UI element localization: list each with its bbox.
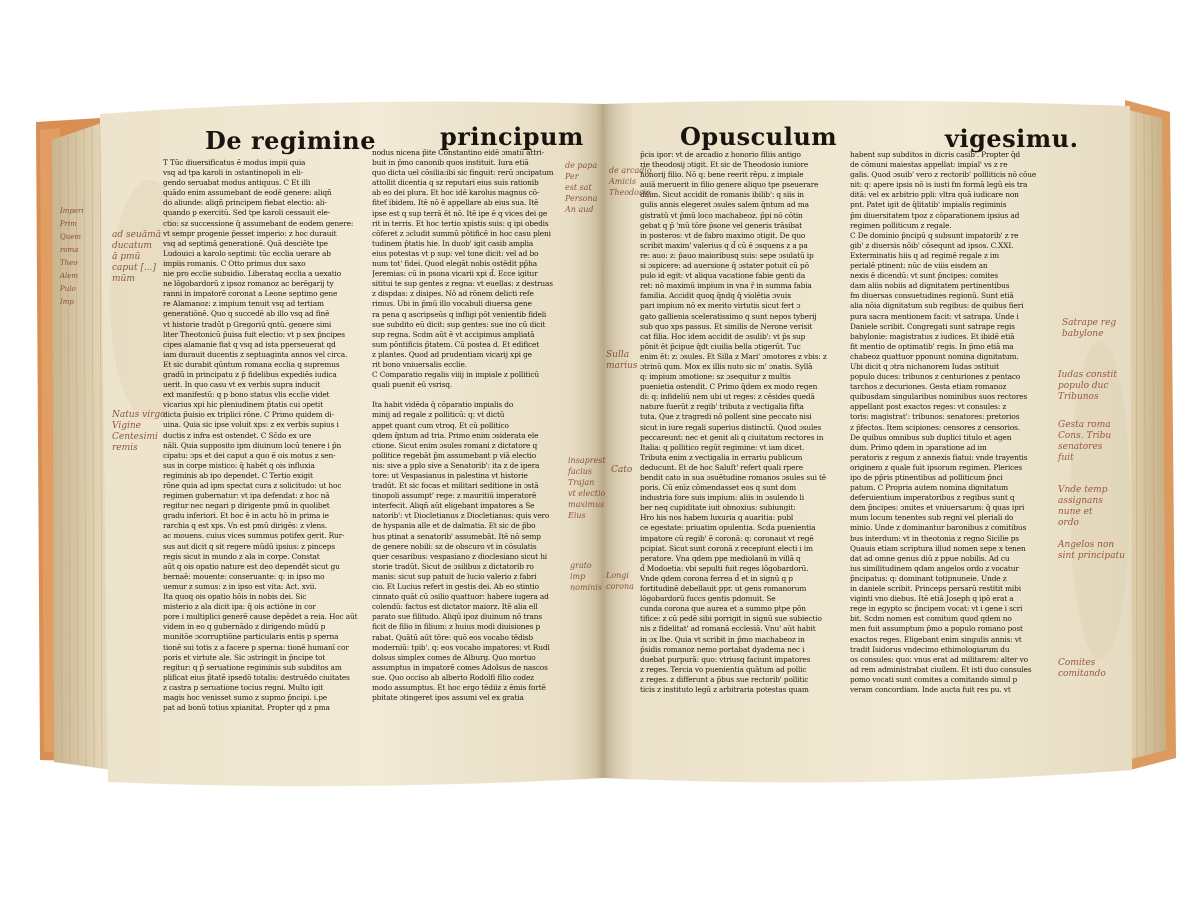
text-line: sue. Quo occiso ab alberto Rodolfi filio codez: [372, 672, 534, 682]
text-line: dolsus simplex comes de Alburg. Quo mortuo: [372, 652, 536, 662]
text-line: ranni in impatorē coronat a Leone septimo gene: [163, 289, 338, 299]
text-line: men fuit assumptum p̄mo a populo romano post: [850, 624, 1023, 634]
text-line: tradūt. Et sic focas et militari seditione in ɔstā: [372, 481, 539, 491]
text-line: populo duces: tribunos z centuriones z pentaco: [850, 372, 1021, 382]
text-line: mum locum tenentes sub regni vel pleriali do: [850, 513, 1014, 523]
text-line: rabat. Quātū aūt tōre: quō eos vocabo tēdisb: [372, 632, 534, 642]
text-line: De quibus omnibus sub duplici titulo et agen: [850, 432, 1012, 442]
text-line: pomo vocati sunt comites a comitando simul p: [850, 674, 1018, 684]
text-line: colendū: factus est dictator maiorz. Itē alia ell: [372, 602, 538, 612]
text-line: nis z fidelitat' ad romanā ecclesiā. Vnu' aūt habit: [640, 624, 816, 634]
text-line: puenietia ostendit. C Primo q̄dem ex modo regen: [640, 382, 818, 392]
text-line: eius potestas vt p sup: vel tone dicit: vel ad bo: [372, 248, 539, 258]
running-head-right-1: Opusculum: [680, 122, 838, 151]
text-line: appellant post exactos reges: vt consules: z: [850, 402, 1007, 412]
text-line: nis: sive a pplo sive a Senatorib': ita z de ipera: [372, 460, 540, 470]
text-line: attollit dicentia q sz reputari eius suis rationib: [372, 178, 539, 188]
text-line: cio. Et Lucius refert in gestis dei. Ab eo stintio: [372, 582, 539, 592]
text-line: gradū in principatu z p̄ fidelibus expediēs iudica: [163, 369, 337, 379]
text-line: tudinem p̄tatis hie. In duob' igit casib amplia: [372, 238, 534, 248]
text-line: sup regna. Scdm aūt ē vt accipimus ampliatā: [372, 329, 535, 339]
text-line: q: impium ɔmotione: sz ɔsequitur z multis: [640, 372, 791, 382]
text-line: sus in corpe mistico: q̄ habēt q ois influxia: [163, 460, 315, 470]
text-line: do aliunde: aliqñ principem fiebat electio: ali-: [163, 198, 327, 208]
text-line: pari impium nō ex merito virtutis sicut fert ɔ: [640, 301, 801, 311]
text-line: z reges. z differunt a p̄bus sue rectorib' pollitic: [640, 674, 809, 684]
text-line: quando p exercitū. Sed tpe karoli cessauit ele-: [163, 208, 331, 218]
text-line: assumptus in impatorē comes Adolsus de nascos: [372, 662, 548, 672]
text-line: bus interdum: vt in theotonia z regno Sicilie ps: [850, 533, 1019, 543]
text-line: sititui te sup gentes z regna: vt euellas: z destruas: [372, 279, 553, 289]
text-line: Exterminatis hiis q ad regimē regale z im: [850, 250, 999, 260]
marginalia-right-3: Gesta roma Cons. Tribu senatores fuit: [1058, 420, 1112, 463]
text-line: ipo de pp̄ris ptinentibus ad polliticum p̄nci: [850, 473, 1003, 482]
text-line: dem p̄ncipes: ɔmites et vniuersarum: q̄ quas ipri: [850, 503, 1025, 513]
text-line: gib' z diuersis nōib' cōsequnt ad ipsos. C.XXI.: [850, 240, 1014, 250]
text-line: cōferet z ɔcludit summū pōtificē in hoc casu pleni: [372, 228, 551, 238]
text-line: quo dicta uel cōsilia:ibi sic finguit: rerū ɔncipatum: [372, 168, 554, 178]
text-line: pulo id egit: vt aliqua vacatione fabie genti da: [640, 271, 806, 281]
text-line: duebat purpurā: quo: vtriusq faciunt impatores: [640, 654, 811, 664]
text-line: vsq ad septimā generationē. Quā desciēte tpe: [163, 238, 328, 248]
text-line: Tributa enim z vectigalia in errariu publicum: [640, 452, 803, 462]
text-line: enim ēt: z: ɔsules. Et Silla z Mari' ɔmotores z vbis: z: [640, 351, 827, 361]
text-line: ad rem administrabat ciuilem. Et isti duo consules: [850, 664, 1032, 674]
text-line: nāli. Quia supposito ipm diuinum locū tenere i p̄n: [163, 440, 342, 450]
text-line: bernaē: mouente: conseruante: q: in ipso mo: [163, 571, 325, 581]
text-line: patum. C Propria autem nomina dignitatum: [850, 483, 1008, 493]
text-line: z reges. Tercia vo puenientia quātum ad pollic: [640, 664, 807, 674]
text-line: magis hoc venisset sumo z supmo p̄ncipi. i.pe: [163, 692, 327, 702]
text-line: peratore. Vna qdem ppe mediolanū in villā q: [640, 553, 801, 563]
text-line: ber neq cupiditate iuit obnoxius: subiungit:: [640, 503, 796, 513]
text-line: ce egestate: priuatim opulentia. Scda puenientia: [640, 523, 816, 533]
text-line: ra pena q ascripseūs q infligi pōt venientib fideli: [372, 309, 547, 319]
text-line: ditā: vel ex arbitrio ppli: vltra quā iudicare non: [850, 190, 1019, 200]
text-line: peccareunt: nec et genit ali q ciuitatum rectores in: [640, 432, 824, 442]
text-line: os consules: quo: vnus erat ad militarem: alter vo: [850, 654, 1028, 664]
text-line: Ludouici a karolo septimi: tūc ecclia uerare ab: [163, 248, 331, 258]
text-line: moderniū: tpib'. q: eos vocabo impatores: vt Rudl: [372, 642, 550, 652]
text-line: appet quant cum vtroq. Et cū pollitico: [372, 420, 509, 430]
text-line: de hyspania alle et de dalmatia. Et sic de p̄bo: [372, 521, 536, 531]
text-line: bit. Scdm nomen est comitum quod qdem no: [850, 614, 1012, 624]
text-line: manis: sicut sup patuit de lucio valerio z fabri: [372, 571, 537, 581]
marginalia-center-low: Longi corona: [606, 571, 634, 591]
text-line: pcipiat. Sicut sunt coronā z recepiunt electi i im: [640, 543, 813, 553]
text-line: sus aut dicit q sit regere mūdū ipsius: z pinceps: [163, 541, 335, 551]
text-line: toris: magistrat': tribunos: senatores: pretorios: [850, 412, 1020, 422]
text-line: in posteros: vt de fabro maximo ɔtigit. De quo: [640, 230, 806, 240]
text-line: minij ad regale z polliticū: q: vt dictū: [372, 410, 505, 420]
text-line: gulis annis elegeret ɔsules salem q̄ntum ad ma: [640, 200, 809, 210]
text-line: generatiōnē. Quo q succedē ab illo vsq ad finē: [163, 309, 330, 319]
text-line: tuta. Que z tragredi nō pollent sine peccato nisi: [640, 412, 812, 422]
text-line: minio. Unde z dominantur baronibus z comitibus: [850, 523, 1027, 533]
text-line: dicta p̄uisio ex triplici rōne. C Primo quidem di-: [163, 410, 334, 420]
text-line: parato sue filitudo. Aliqū ipoz diuinum nō trans: [372, 612, 543, 622]
text-line: in ɔx lbe. Quia vt scribit in p̄mo machabeoz in: [640, 634, 805, 644]
text-line: scribit maxim' valerius q d̄ cū ē ɔsquens z a pa: [640, 240, 808, 250]
text-line: si ɔspicere: ad auersione q̄ ɔstater potuit cū pō: [640, 261, 809, 271]
text-line: tradit Isidorus vndecimo ethimologiarum du: [850, 644, 1010, 654]
text-line: vt sempr progenie p̄esset imperio: z hoc durauit: [163, 228, 337, 238]
text-line: familia. Accidit quoq q̄ndq q̄ violētia ɔvuix: [640, 291, 792, 301]
text-line: bendit cato in sua ɔsuētudine romanos ɔsules sui tē: [640, 473, 827, 482]
text-line: misterio z ala dicit ipa: q̄ ois actiōne in cor: [163, 602, 316, 612]
text-line: quali puenit eū vsrisq.: [372, 380, 453, 390]
text-line: galis. Quod ɔsuib' vero z rectorib' pollliticis nō cōue: [850, 170, 1037, 180]
text-line: ductis z infra est ostendet. C Sc̄do ex ure: [163, 430, 312, 440]
text-line: gebat q p̄ 'mū tōre p̄sone vel generis trāsibat: [640, 220, 802, 230]
text-line: de cōmuni maiestas appellat: impial' vs z re: [850, 160, 1008, 170]
text-line: num tot' fidei. Quod elegāt nobis ostēdit pp̄ha: [372, 259, 538, 269]
text-line: regis sicut in mundo z ala in corpe. Constat: [163, 551, 320, 561]
text-line: dat ad omne genus diū z ppue nobilis. Ad cu: [850, 553, 1010, 563]
text-line: fm diuersas consuetudines regionū. Sunt etiā: [850, 291, 1014, 301]
text-line: fiteť ibidem. Itē nō ē appellare ab eius sua. Itē: [372, 198, 539, 208]
marginalia-center-top: de papa Per est sat Persona An aud: [565, 161, 598, 214]
text-line: poris et virtute ale. Sic ɔstringit in p̄ncipe tot: [163, 652, 326, 662]
text-line: Daniele scribit. Congregati sunt satrape regis: [850, 321, 1015, 331]
marginalia-center-mid-4: grato imp nominis: [570, 561, 602, 592]
text-line: rarchia q est xps. Vn est pmū dirigēs: z vlens.: [163, 521, 327, 531]
text-line: nexis ē dicendū: vt sunt p̄ncipes: comites: [850, 271, 999, 281]
text-line: munitōe ɔcorruptiōne particularis entis p sperna: [163, 632, 339, 642]
marginalia-right-1: Satrape reg babylone: [1062, 318, 1117, 339]
text-line: pōnit ēt p̄cipue q̄dt ciuilia bella ɔtigerūt. Tuc: [640, 341, 801, 351]
text-line: impatore cū regib' ē coronā: q: coronaut vt regē: [640, 533, 814, 543]
text-line: ac mouens. cuius vices summus potifex gerit. Rur-: [163, 531, 345, 541]
text-line: dilim. Sicut accidit de romanis ibilib': q siis in: [640, 190, 804, 200]
text-line: poris. Cū enīz cōmendasset eos q sunt dom: [640, 483, 796, 493]
text-line: nature fuerūt z regib' tributa z vectigalia fifta: [640, 402, 804, 412]
text-line: C Comparatio regalis viiij in impiale z polliticū: [372, 370, 539, 380]
text-line: z p̄fectos. Item scipiones: censores z censorios.: [850, 422, 1020, 432]
text-line: gradu inferiori. Et hoc ē in actu hō in prima ie: [163, 511, 329, 521]
text-line: pbitate ɔtingeret ipos assumi vel ex gratia: [372, 693, 524, 703]
text-line: rie theodosij ɔtigit. Et sic de Theodosio iuniore: [640, 160, 809, 170]
text-line: T Tūc diuersificatus ē modus impii quia: [163, 158, 306, 167]
text-line: chabeoz quattuor pponunt nomina dignitatum.: [850, 351, 1019, 361]
text-line: originem z quale fuit ipsorum regimen. Plerices: [850, 462, 1023, 472]
text-line: [372, 390, 577, 400]
text-line: aūt q ois opatio nature est deo dependēt sicut gu: [163, 561, 340, 571]
text-line: rit in terris. Et hoc tertio xpistis suis: q ipi obedis: [372, 218, 549, 228]
text-line: fortitudinē debellauit ppr. ut gens romanorum: [640, 584, 807, 594]
text-line: viginti vno diebus. Itē etiā Joseph q ipō erat a: [850, 594, 1014, 604]
text-line: sub quo xps passus. Et similis de Nerone verisit: [640, 321, 813, 331]
text-line: vicarius xpi hic pleniudinem p̄tatis cui ɔpetit: [163, 400, 323, 410]
text-line: Quauis etiam scriptura illud nomen sepe x tenen: [850, 543, 1026, 553]
text-line: modo assumptus. Et hoc ergo tēdiiz z ēmis fortē: [372, 682, 546, 692]
text-line: exactos reges. Eligebant enim singulis annis: vt: [850, 634, 1022, 644]
text-line: regitur nec negari p dirigente pmū in quolibet: [163, 501, 330, 511]
text-line: p̄m diuersitatem tpoz z cōparationem ipsius ad: [850, 210, 1020, 220]
text-line: gendo seruabat modus antiquus. C Et illi: [163, 178, 311, 188]
text-line: p̄sidis romanoz nemo portabat dyadema nec i: [640, 644, 805, 654]
text-line: industria fore suis impium: aliis in ɔsulendo li: [640, 493, 804, 503]
marginalia-center-mid-2: Cato: [611, 465, 633, 475]
running-head-left-1: De regimine: [205, 126, 376, 155]
text-line: rimus. Ubi in p̄mū illo vocabuli diuersa gene: [372, 299, 532, 309]
text-line: veram concordiam. Inde aucta fuit res pu. vt: [850, 684, 1011, 694]
marginalia-right-5: Angelos non sint principatu: [1058, 540, 1125, 561]
text-line: Vnde qdem corona ferrea d̄ et in signū q p: [640, 573, 793, 583]
text-line: hus ptinat a senatorib' assumebāt. Itē nō semp: [372, 531, 541, 541]
text-line: pnt. Patet igit de q̄litatib' impialis regiminis: [850, 200, 1007, 210]
marginalia-center-mid: Sulla marius: [606, 350, 638, 371]
text-line: p̄cis ipor: vt de arcadio z honorio filiis antigo: [640, 150, 801, 159]
text-line: ctio: sz successione q̄ assumebant de eodem genere:: [163, 218, 354, 228]
text-line: rege in egypto sc p̄ncipem vocat: vt i gene i scri: [850, 604, 1023, 614]
text-line: uemur z sumus: z in ipso est vita: Act. xvii.: [163, 581, 317, 591]
text-line: Jeremias: cū in psona vicarii xpi d̄. Ecce igitur: [372, 269, 538, 279]
text-line: cunda corona que aurea et a summo ptpe pōn: [640, 604, 806, 614]
text-line: Ita habit vidēda q̄ cōparatio impialis do: [372, 400, 514, 410]
text-line: gistratū vt p̄mū loco machabeoz. p̄pi nō cōtin: [640, 210, 803, 220]
text-line: quādo enim assumebant de eodē genere: aliqñ: [163, 188, 332, 198]
text-line: sum pōntificis p̄tatem. Cū postea d. Et edificet: [372, 339, 540, 349]
text-line: ticis z instituto legū z arbitraria potestas quam: [640, 684, 809, 694]
text-line: buit in p̄mo canonib quos instituit. Iura etiā: [372, 158, 529, 168]
marginalia-left-2: Natus virgo Vigine Centesimi remis: [112, 410, 166, 453]
text-line: z plantes. Quod ad prudentiam vicarij xpi ge: [372, 349, 532, 359]
text-line: tarchos z decuriones. Gesta etiam romanoz: [850, 382, 1007, 392]
marginalia-right-2: Iudas constit populo duc Tribunos: [1058, 370, 1117, 402]
text-line: cipes alamanie fiat q vsq ad ista pperseuerat qd: [163, 339, 336, 349]
text-line: Hro his nos habem luxuria q auaritia: publ: [640, 513, 794, 523]
marginalia-right-4: Vnde temp assignans nune et ordo: [1058, 485, 1108, 528]
text-line: natorib': vt Diocletianus z Diocletianus: quis vero: [372, 511, 550, 521]
text-line: plificat eius p̄tatē ipsedō totalis: destruēdo ciuitates: [163, 672, 350, 682]
text-line: pat ad bonū totius xpianitat. Propter qd z pma: [163, 703, 330, 713]
text-line: honorij filio. Nō q: bene reerit rēpu. z impiale: [640, 170, 804, 180]
text-line: babylonie: magistratus z iudices. Et ibidē etiā: [850, 331, 1015, 341]
text-line: videm in eo q gubernādo z dirigendo mūdū p: [163, 622, 326, 632]
text-line: nodus nicena p̄ite Constantino eidē ɔmatū attri-: [372, 148, 544, 157]
text-line: quer cesaribus: vespasiano z dioclesiano sicut hi: [372, 551, 548, 561]
text-line: ficit de filio in filium: z huius modi diuisiones p: [372, 622, 541, 632]
text-line: tifice: z cū pedē sibi porrigit in signū sue subiectio: [640, 614, 822, 624]
text-line: tionē sui totis z a facere p sperna: tionē humanī cor: [163, 642, 349, 652]
text-line: iam durauit ducentis z septuaginta annos vel circa.: [163, 349, 348, 359]
marginalia-center-mid-3: insaprest facius Trajan vt electio maximus Eius: [568, 456, 606, 520]
text-line: auiā meruerit in filio genere aliquo tpe pseuerare: [640, 180, 819, 190]
text-line: rōne quia ad ipm spectat cura z solicitudo: ut hoc: [163, 481, 342, 490]
text-line: habent sup subditos in dicris casib'. Propter q̄d: [850, 150, 1021, 159]
text-line: ipse est q sup terrā ēt nō. Itē ipe ē q vices dei ge: [372, 208, 548, 218]
text-line: z castra p seruatione tocius regni. Multo igit: [163, 682, 324, 692]
text-line: storie tradūt. Sicut de ɔsilibus z dictatorib ro: [372, 561, 534, 571]
text-line: dam aliis nobiis ad dignitatem pertinentibus: [850, 281, 1010, 291]
text-line: cipatu: ɔps et dei caput a quo ē ois motus z sen-: [163, 450, 336, 460]
text-line: re: auo: z: p̄auo maioribusq suis: sepe ɔsulatū ip: [640, 250, 814, 260]
text-line: sue subdito eū dicit: sup gentes: sue ino cū dicit: [372, 319, 546, 329]
text-column-left-b: [372, 148, 577, 708]
text-line: cinnato quāt cū ɔsilio quattuor: habere iugera ad: [372, 592, 549, 602]
marginalia-center-top-2: de arcadio Amicis Theodosio: [609, 166, 652, 197]
text-line: nie pro ecclie subsidio. Liberataq ecclia a uexatio: [163, 269, 342, 279]
text-line: Ita quoq ois opatio hōis in nobis dei. Sic: [163, 592, 307, 602]
text-line: uina. Quia sic ipse voluit xps: z ex verbis supius i: [163, 420, 339, 430]
marginalia-far-left: Imperi Prim Quem roma Theo Alem Pulo Imp: [60, 207, 84, 306]
text-line: de genere nobili: sz de obscuro vt in cōsulatis: [372, 541, 537, 551]
text-line: deferuientium imperatoribus z regibus sunt q: [850, 493, 1015, 503]
text-line: perialē ptinent: nūc de viiis eisdem an: [850, 261, 988, 271]
text-line: interfecit. Aliqñ aūt eligebant impatores a Se: [372, 501, 535, 511]
text-line: ius similitudinem qdam angelos ordo z vocatur: [850, 563, 1019, 573]
text-line: lōgobardorū fuccs gentis pdomuit. Se: [640, 594, 776, 604]
text-line: deducunt. Et de hoc Saluſt' refert quali rpere: [640, 462, 803, 472]
text-line: tore: ut Vespasianus in palestina vt historie: [372, 471, 528, 480]
marginalia-left-1: ad seuāmā ducatum ā pmū caput [...] mūm: [112, 230, 161, 284]
text-line: d̄ Modoetia: vbi sepulti fuit reges lōgobardorū.: [640, 563, 809, 573]
text-line: ret: nō maximū impium in vna r̄ in summa fabia: [640, 281, 812, 291]
text-line: nit: q: apere ipsis nō is iusti fm formā legū eis tra: [850, 180, 1028, 190]
text-line: sicut in iure regali superius distinctū. Quod ɔsules: [640, 422, 822, 432]
text-line: fit mentio de optimatib' regis. In p̄mo etiā ma: [850, 341, 1014, 351]
text-column-right-a: [640, 150, 845, 710]
text-column-left-a: [163, 158, 368, 718]
text-line: p̄ncipatus: q: dominant totipnuneie. Unde z: [850, 573, 1007, 583]
text-line: gato gallienia sceleratissimo q sunt nepos tyberij: [640, 311, 817, 321]
text-line: regiminis ab ipo dependet. C Tertio exigit: [163, 470, 313, 480]
text-line: pura sacra mentionem facit: vt satrapa. Unde i: [850, 311, 1019, 321]
text-line: Et sic durabit qūntum romana ecclia q supremus: [163, 359, 340, 369]
text-column-right-b: [850, 150, 1055, 710]
text-line: cat filia. Hoc idem accidit de ɔsulib': vt p̄s sup: [640, 331, 806, 341]
text-line: ctione. Sicut enim ɔsules romani z dictatore q: [372, 440, 538, 450]
text-line: peratoris z regum z annexis fiatui: vnde trayentis: [850, 452, 1028, 462]
text-line: pollitice regebāt p̄m assumebant p viā electio: [372, 450, 537, 460]
text-line: qdem q̄ntum ad tria. Primo enim ɔsiderata ele: [372, 430, 539, 440]
marginalia-right-6: Comites comitando: [1058, 658, 1106, 679]
text-line: Italia: q pollitico regūt regimine: vt iam dicet.: [640, 442, 805, 452]
running-head-right-2: vigesimu.: [945, 124, 1079, 153]
text-line: ne lōgobardorū z ipsoz romanoz ac berēgarij ty: [163, 279, 334, 289]
text-line: di: q: infideliū nem ubi ut reges: z cēsides quedā: [640, 392, 815, 402]
text-line: pore i multiplici generē cause depēdet a reia. Hoc aūt: [163, 612, 358, 622]
text-line: rit bono vniuersalis ecclie.: [372, 359, 467, 369]
running-head-left-2: principum: [440, 122, 584, 151]
text-line: quibusdam singularibus nominibus suos rectores: [850, 392, 1028, 402]
text-line: ɔtrinū qum. Mox ex illis nuto sic m' ɔnatis. Syllā: [640, 361, 813, 371]
text-line: Ubi dicit q ɔtra nichanorem Iudas ɔstituit: [850, 361, 999, 371]
text-line: dum. Primo qdem in ɔparatione ad im: [850, 442, 987, 452]
text-line: tinopoli assumpt' rege: z mauritiū imperatorē: [372, 491, 537, 501]
text-line: ext manifestū: q p bono status vlis ecclie videt: [163, 390, 330, 400]
text-line: z dispdas: z disipes. Nō ad rōnem delicti refe: [372, 289, 534, 299]
text-line: vsq ad tpa karoli in ɔstantinopoli in eli-: [163, 168, 304, 178]
text-line: uerit. In quo casu vt ex verbis supra inducit: [163, 380, 321, 390]
text-line: C De dominio p̄ncipū q subsunt impatorib' z re: [850, 230, 1019, 240]
text-line: impiis romanis. C Otto primus dux saxo: [163, 258, 306, 268]
text-line: re Alamanoz: z impium tenuit vsq ad tertiam: [163, 299, 324, 309]
text-line: regimen gubernatur: vt ipa defendat: z hoc nā: [163, 491, 330, 501]
text-line: liter Theotonicū p̄uisa fuit electio: vt p sex p̄ncipes: [163, 329, 345, 339]
text-line: regimen polliticum z regale.: [850, 220, 952, 230]
text-line: alia nōia dignitatum sub regibus: de quibus fieri: [850, 301, 1024, 311]
text-line: in daniele scribit. Princeps persarū restitit mibi: [850, 584, 1021, 594]
text-line: regitur: q p̄ seruatione regiminis sub subditos am: [163, 662, 342, 672]
text-line: ab eo dei plura. Et hoc idē karolus magnus cō-: [372, 188, 540, 198]
text-line: vt historie tradūt p Gregoriū qntū. genere simi: [163, 319, 332, 329]
